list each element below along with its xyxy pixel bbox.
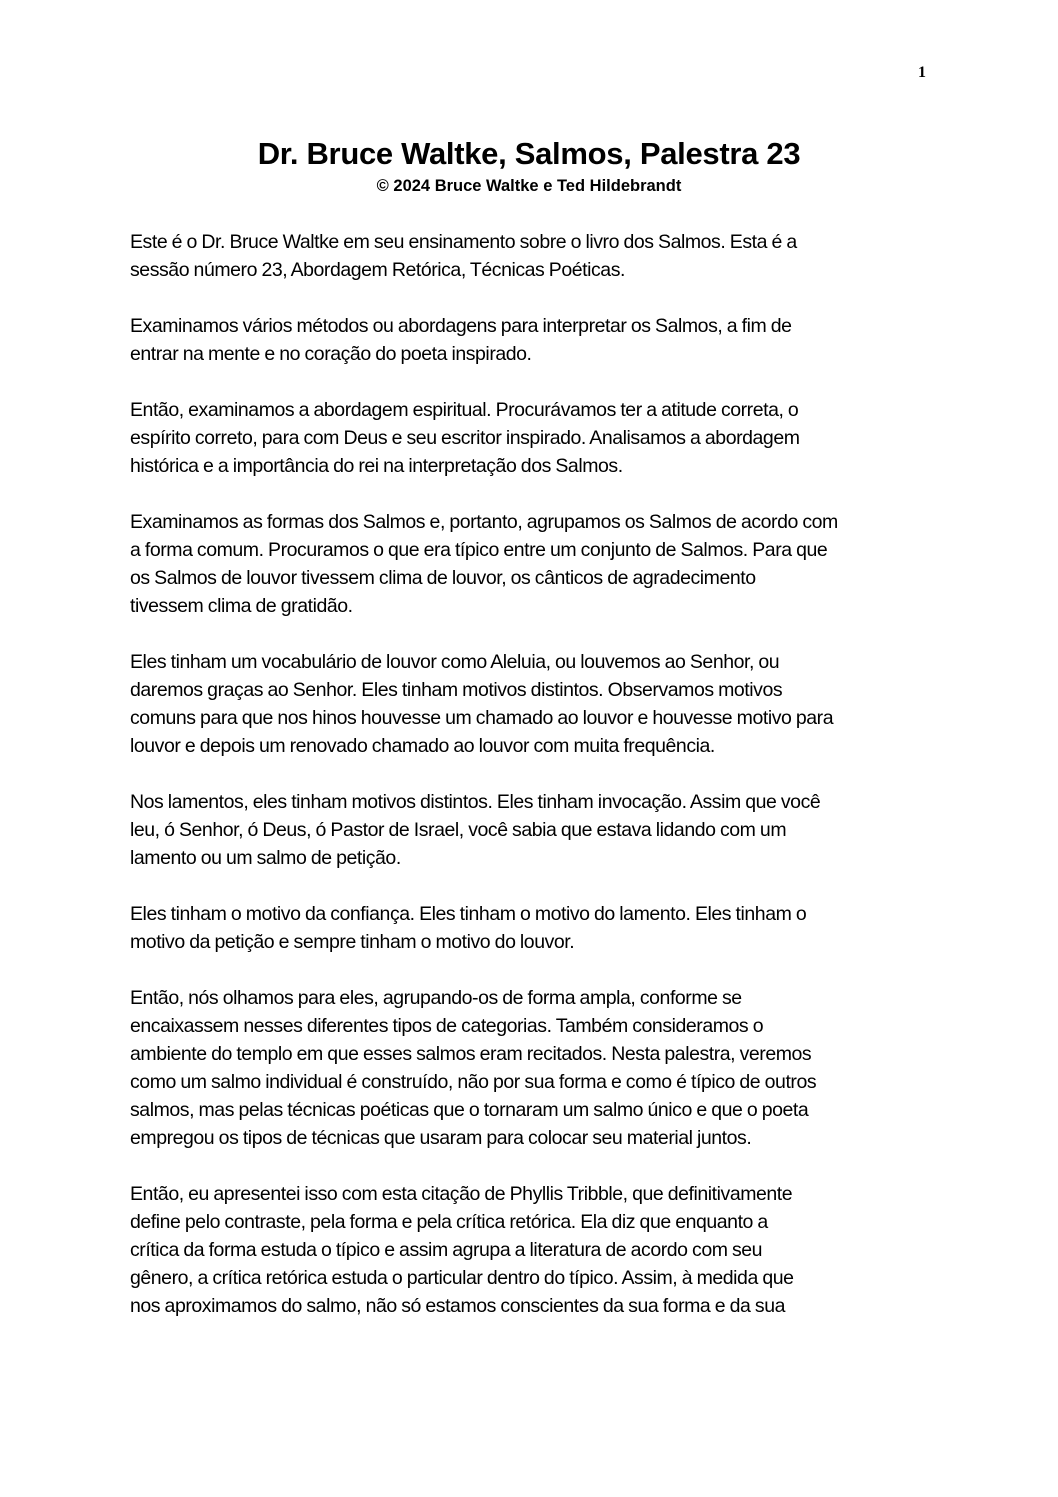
paragraph [130,508,942,620]
paragraph [130,312,942,368]
paragraph-line: comuns para que nos hinos houvesse um chamado ao louvor e houvesse motivo para [130,707,834,729]
paragraph-line: Então, eu apresentei isso com esta citação de Phyllis Tribble, que definitivamente [130,1183,793,1205]
paragraph [130,396,942,480]
paragraph-line: ambiente do templo em que esses salmos eram recitados. Nesta palestra, veremos [130,1043,812,1065]
paragraph [130,788,942,872]
paragraph-line: salmos, mas pelas técnicas poéticas que o tornaram um salmo único e que o poeta [130,1099,809,1121]
paragraph-line: Nos lamentos, eles tinham motivos distintos. Eles tinham invocação. Assim que você [130,791,821,813]
paragraph-line: Este é o Dr. Bruce Waltke em seu ensinamento sobre o livro dos Salmos. Esta é a [130,231,797,253]
paragraph-line: define pelo contraste, pela forma e pela crítica retórica. Ela diz que enquanto a [130,1211,768,1233]
paragraph-line: encaixassem nesses diferentes tipos de categorias. Também consideramos o [130,1015,764,1037]
paragraph-line: crítica da forma estuda o típico e assim agrupa a literatura de acordo com seu [130,1239,763,1261]
paragraph-line: entrar na mente e no coração do poeta inspirado. [130,343,532,365]
document-body [130,228,942,1348]
paragraph-line: leu, ó Senhor, ó Deus, ó Pastor de Israel, você sabia que estava lidando com um [130,819,787,841]
page-number: 1 [918,64,926,81]
paragraph-line: lamento ou um salmo de petição. [130,847,401,869]
paragraph-line: Então, nós olhamos para eles, agrupando-os de forma ampla, conforme se [130,987,742,1009]
paragraph-line: espírito correto, para com Deus e seu escritor inspirado. Analisamos a abordagem [130,427,800,449]
copyright-line: © 2024 Bruce Waltke e Ted Hildebrandt [376,177,682,195]
paragraph-line: Examinamos as formas dos Salmos e, portanto, agrupamos os Salmos de acordo com [130,511,838,533]
paragraph-line: daremos graças ao Senhor. Eles tinham motivos distintos. Observamos motivos [130,679,783,701]
paragraph [130,900,942,956]
paragraph-line: louvor e depois um renovado chamado ao louvor com muita frequência. [130,735,715,757]
paragraph-line: gênero, a crítica retórica estuda o particular dentro do típico. Assim, à medida que [130,1267,794,1289]
paragraph [130,1180,942,1320]
paragraph [130,228,942,284]
paragraph-line: empregou os tipos de técnicas que usaram para colocar seu material juntos. [130,1127,752,1149]
paragraph [130,984,942,1152]
paragraph-line: nos aproximamos do salmo, não só estamos conscientes da sua forma e da sua [130,1295,785,1317]
paragraph-line: Examinamos vários métodos ou abordagens para interpretar os Salmos, a fim de [130,315,792,337]
paragraph-line: Eles tinham o motivo da confiança. Eles tinham o motivo do lamento. Eles tinham o [130,903,807,925]
paragraph-line: Eles tinham um vocabulário de louvor como Aleluia, ou louvemos ao Senhor, ou [130,651,780,673]
paragraph-line: como um salmo individual é construído, não por sua forma e como é típico de outros [130,1071,817,1093]
paragraph [130,648,942,760]
paragraph-line: Então, examinamos a abordagem espiritual. Procurávamos ter a atitude correta, o [130,399,799,421]
document-title: Dr. Bruce Waltke, Salmos, Palestra 23 [257,136,801,171]
paragraph-line: sessão número 23, Abordagem Retórica, Técnicas Poéticas. [130,259,625,281]
paragraph-line: os Salmos de louvor tivessem clima de louvor, os cânticos de agradecimento [130,567,756,589]
paragraph-line: motivo da petição e sempre tinham o motivo do louvor. [130,931,575,953]
paragraph-line: histórica e a importância do rei na interpretação dos Salmos. [130,455,623,477]
paragraph-line: a forma comum. Procuramos o que era típico entre um conjunto de Salmos. Para que [130,539,828,561]
paragraph-line: tivessem clima de gratidão. [130,595,353,617]
